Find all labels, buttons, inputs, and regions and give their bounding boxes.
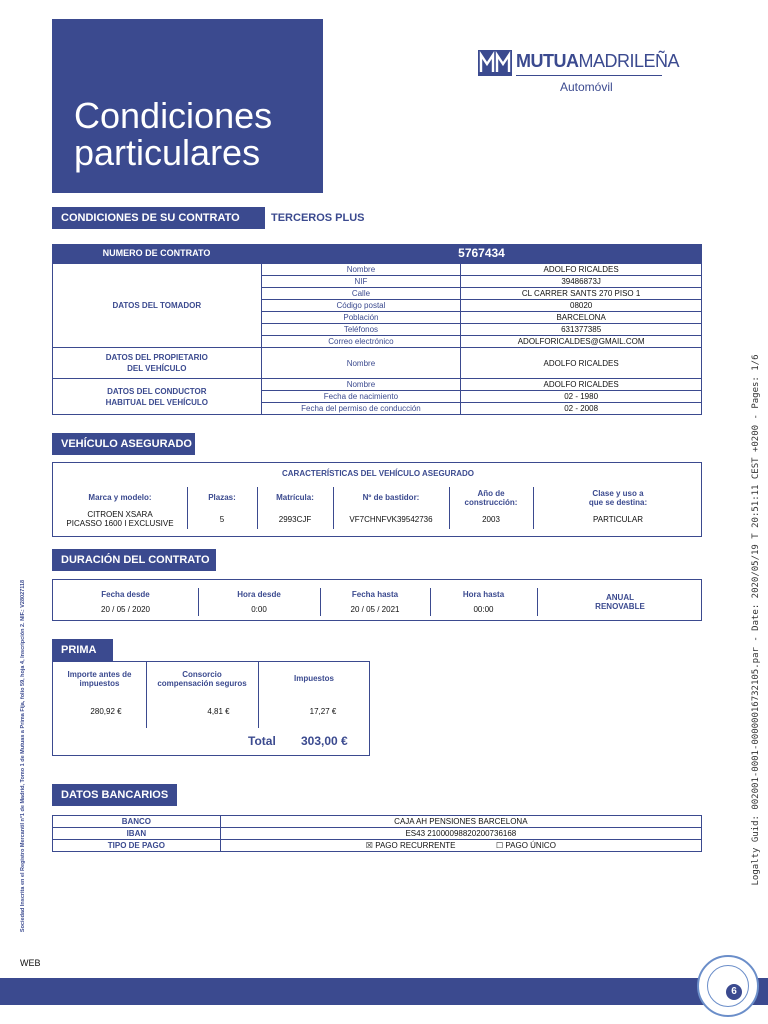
hora-desde-label: Hora desde (237, 590, 281, 599)
vehicle-box-title: CARACTERÍSTICAS DEL VEHÍCULO ASEGURADO (281, 469, 474, 478)
row-value: 39486873J (461, 276, 702, 288)
col-bastidor-label: Nº de bastidor: (362, 493, 420, 502)
row-label: NIF (261, 276, 461, 288)
banco-label: BANCO (53, 816, 221, 828)
duration-box (52, 579, 702, 621)
val-anio: 2003 (482, 515, 500, 524)
row-value: 631377385 (461, 324, 702, 336)
vehicle-box (52, 462, 702, 537)
table-row (53, 828, 702, 840)
val-plazas: 5 (219, 515, 225, 524)
val-bastidor: VF7CHNFVK39542736 (349, 515, 433, 524)
row-label: Correo electrónico (261, 336, 461, 348)
consorcio-label: Consorcio compensación seguros (157, 670, 247, 688)
banco-value: CAJA AH PENSIONES BARCELONA (220, 816, 701, 828)
importe-label: Importe antes de impuestos (67, 670, 132, 688)
fecha-hasta-label: Fecha hasta (351, 590, 399, 599)
web-label: WEB (20, 958, 41, 968)
section-duration-header: DURACIÓN DEL CONTRATO (52, 549, 216, 571)
row-value: ADOLFORICALDES@GMAIL.COM (461, 336, 702, 348)
row-label: Nombre (261, 348, 461, 379)
propietario-label: DATOS DEL PROPIETARIO DEL VEHÍCULO (53, 348, 262, 379)
row-value: ADOLFO RICALDES (461, 348, 702, 379)
col-clase-label: Clase y uso a que se destina: (588, 489, 648, 507)
section-prima-header: PRIMA (52, 639, 113, 661)
title-block (52, 19, 323, 193)
table-row (53, 379, 702, 391)
product-name: TERCEROS PLUS (271, 212, 365, 224)
registry-note: Sociedad Inscrita en el Registro Mercantil nº1 de Madrid, Tomo 1 de Mutuas a Prima Fija, folio 59, hoja 4, Inscripción 2. NIF.: V28027118 (20, 579, 26, 933)
row-label: Código postal (261, 300, 461, 312)
page-title: Condiciones particulares (74, 95, 273, 173)
row-value: ADOLFO RICALDES (461, 264, 702, 276)
total-label: Total (248, 734, 276, 748)
contract-number-bar (52, 244, 702, 263)
row-label: Nombre (261, 379, 461, 391)
tipo-pago-options (220, 840, 701, 852)
val-marca: CITROEN XSARA PICASSO 1600 I EXCLUSIVE (66, 510, 174, 528)
val-matricula: 2993CJF (278, 515, 312, 524)
row-value: 02 - 2008 (461, 403, 702, 415)
row-value: 02 - 1980 (461, 391, 702, 403)
row-label: Población (261, 312, 461, 324)
row-value: 08020 (461, 300, 702, 312)
page-number-badge: 6 (726, 984, 742, 1000)
table-row (53, 348, 702, 379)
importe-value: 280,92 € (90, 707, 122, 716)
certification-seal-icon (697, 955, 759, 1017)
row-value: CL CARRER SANTS 270 PISO 1 (461, 288, 702, 300)
prima-box (52, 661, 370, 756)
recurrente-label: PAGO RECURRENTE (375, 841, 456, 850)
logalty-stamp: Logalty Guid: 002001-0001-00000016732105.par - Date: 2020/05/19 T 20:51:11 CEST +0200 - Pages: 1/6 (751, 354, 761, 886)
row-value: BARCELONA (461, 312, 702, 324)
val-clase: PARTICULAR (593, 515, 643, 524)
section-bank-header: DATOS BANCARIOS (52, 784, 177, 806)
hora-desde-value: 0:00 (251, 605, 267, 614)
col-marca-label: Marca y modelo: (88, 493, 152, 502)
unico-label: PAGO ÚNICO (505, 841, 556, 850)
fecha-hasta-value: 20 / 05 / 2021 (350, 605, 400, 614)
tipo-pago-label: TIPO DE PAGO (53, 840, 221, 852)
contract-number-value: 5767434 (458, 246, 505, 260)
impuestos-value: 17,27 € (309, 707, 337, 716)
section-contract-header: CONDICIONES DE SU CONTRATO (52, 207, 265, 229)
holder-table (52, 263, 702, 415)
renewal-label: ANUAL RENOVABLE (595, 593, 645, 611)
col-matricula-label: Matrícula: (276, 493, 314, 502)
conductor-label: DATOS DEL CONDUCTOR HABITUAL DEL VEHÍCULO (53, 379, 262, 415)
brand-logo (478, 47, 680, 99)
row-label: Teléfonos (261, 324, 461, 336)
recurrente-checkbox[interactable]: ☒ (365, 841, 373, 850)
table-row (53, 264, 702, 276)
total-value: 303,00 € (301, 734, 348, 748)
logo-divider (516, 75, 662, 76)
iban-value: ES43 21000098820200736168 (220, 828, 701, 840)
fecha-desde-value: 20 / 05 / 2020 (101, 605, 150, 614)
section-vehicle-header: VEHÍCULO ASEGURADO (52, 433, 195, 455)
col-anio-label: Año de construcción: (464, 489, 518, 507)
hora-hasta-value: 00:00 (473, 605, 494, 614)
bank-table (52, 815, 702, 852)
row-label: Nombre (261, 264, 461, 276)
table-row (53, 840, 702, 852)
consorcio-value: 4,81 € (207, 707, 230, 716)
unico-checkbox[interactable]: ☐ (495, 841, 504, 850)
col-plazas-label: Plazas: (208, 493, 236, 502)
contract-number-label: NUMERO DE CONTRATO (102, 248, 211, 258)
logo-wordmark: MUTUAMADRILEÑA (516, 51, 680, 71)
mm-logo-icon (478, 50, 512, 76)
footer-bar (0, 978, 768, 1005)
row-label: Fecha de nacimiento (261, 391, 461, 403)
column-divider (258, 662, 259, 728)
impuestos-label: Impuestos (293, 674, 334, 683)
iban-label: IBAN (53, 828, 221, 840)
logo-subtitle: Automóvil (560, 80, 613, 94)
table-row (53, 816, 702, 828)
row-label: Fecha del permiso de conducción (261, 403, 461, 415)
fecha-desde-label: Fecha desde (101, 590, 150, 599)
row-label: Calle (261, 288, 461, 300)
hora-hasta-label: Hora hasta (462, 590, 505, 599)
tomador-label: DATOS DEL TOMADOR (53, 264, 262, 348)
row-value: ADOLFO RICALDES (461, 379, 702, 391)
